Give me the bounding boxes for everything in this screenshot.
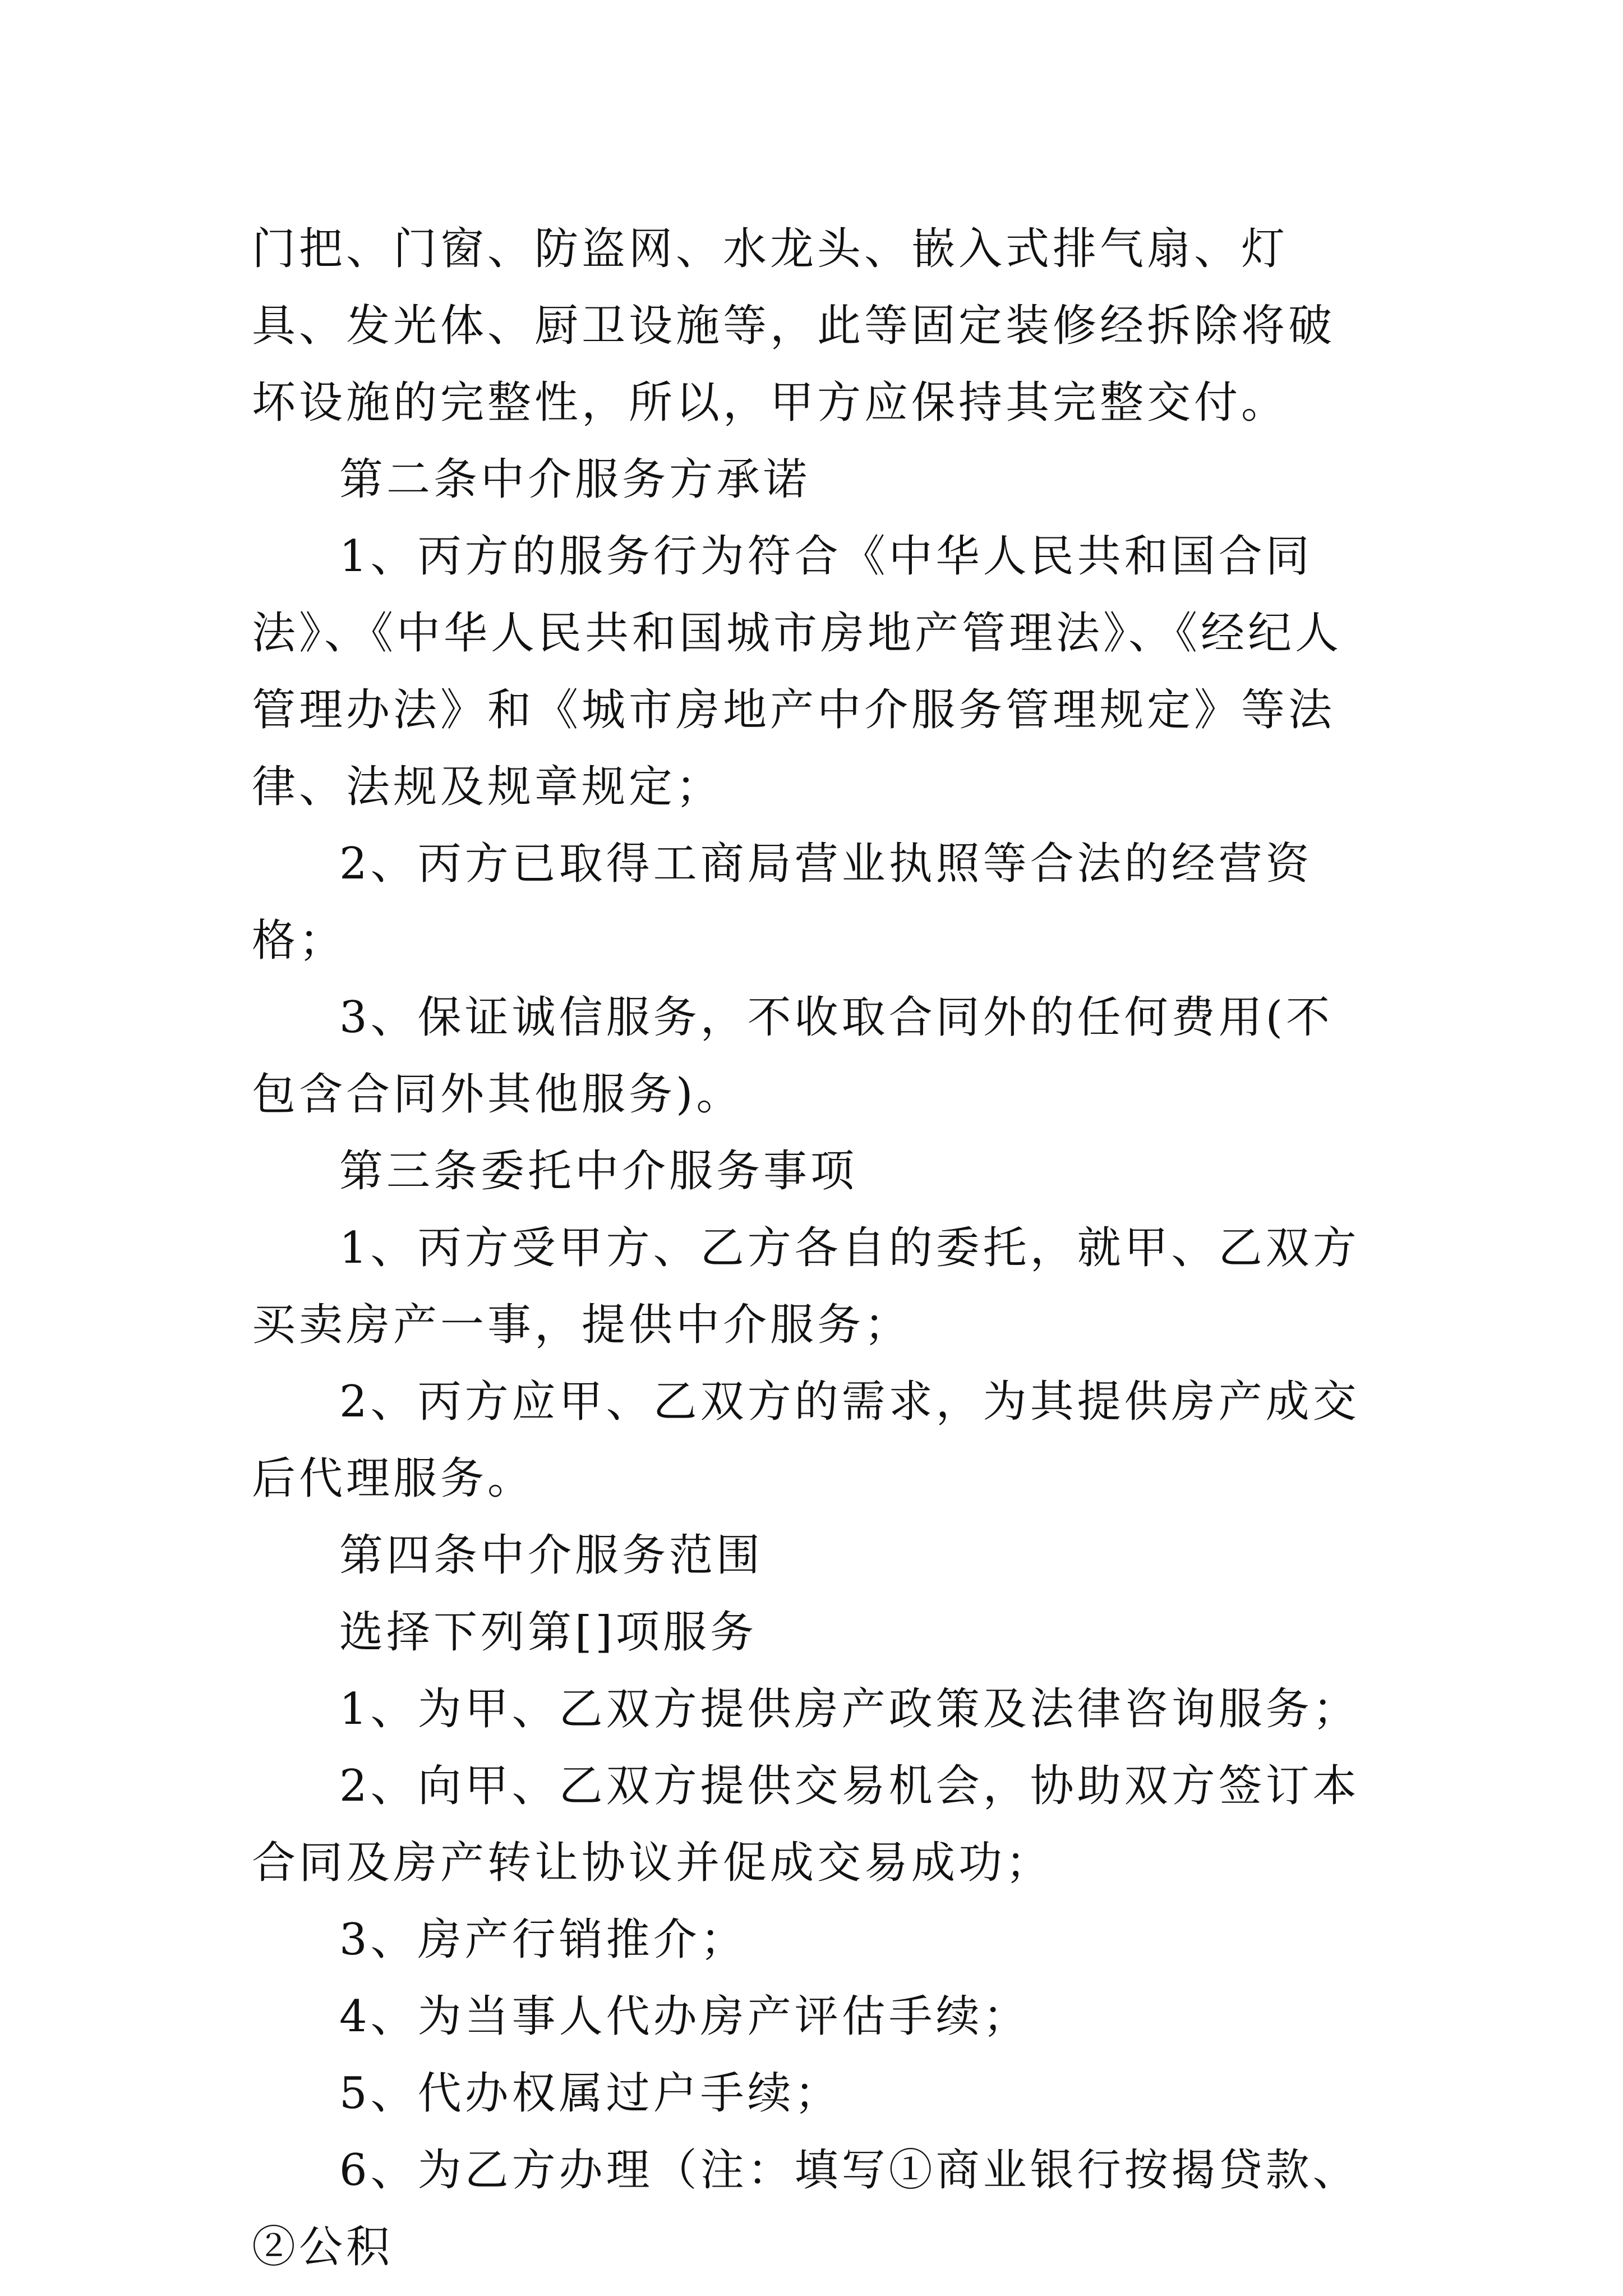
paragraph: 选择下列第[]项服务 (339, 1607, 757, 1658)
document-body (252, 211, 1379, 2286)
paragraph: 1、为甲、乙双方提供房产政策及法律咨询服务； (339, 1684, 1360, 1734)
paragraph: 1、丙方受甲方、乙方各自的委托，就甲、乙双方买卖房产一事，提供中介服务； (252, 1223, 1360, 1350)
paragraph: 2、丙方应甲、乙双方的需求，为其提供房产成交后代理服务。 (252, 1377, 1360, 1504)
paragraph: 2、丙方已取得工商局营业执照等合法的经营资格； (252, 839, 1313, 966)
paragraph: 门把、门窗、防盗网、水龙头、嵌入式排气扇、灯具、发光体、厨卫设施等，此等固定装修经拆除将破坏设施的完整性，所以，甲方应保持其完整交付。 (252, 224, 1336, 428)
paragraph: 4、为当事人代办房产评估手续； (339, 1991, 1030, 2042)
paragraph: 3、房产行销推介； (339, 1915, 748, 1965)
section-heading-2: 第二条中介服务方承诺 (339, 454, 811, 505)
paragraph: 6、为乙方办理（注：填写①商业银行按揭贷款、②公积 (252, 2145, 1360, 2272)
paragraph: 2、向甲、乙双方提供交易机会，协助双方签订本合同及房产转让协议并促成交易成功； (252, 1761, 1360, 1888)
section-heading-4: 第四条中介服务范围 (339, 1530, 764, 1581)
paragraph: 5、代办权属过户手续； (339, 2068, 842, 2119)
paragraph: 3、保证诚信服务，不收取合同外的任何费用(不包含合同外其他服务)。 (252, 992, 1334, 1120)
section-heading-3: 第三条委托中介服务事项 (339, 1146, 858, 1197)
paragraph: 1、丙方的服务行为符合《中华人民共和国合同法》、《中华人民共和国城市房地产管理法》、《经纪人管理办法》和《城市房地产中介服务管理规定》等法律、法规及规章规定； (252, 531, 1343, 812)
